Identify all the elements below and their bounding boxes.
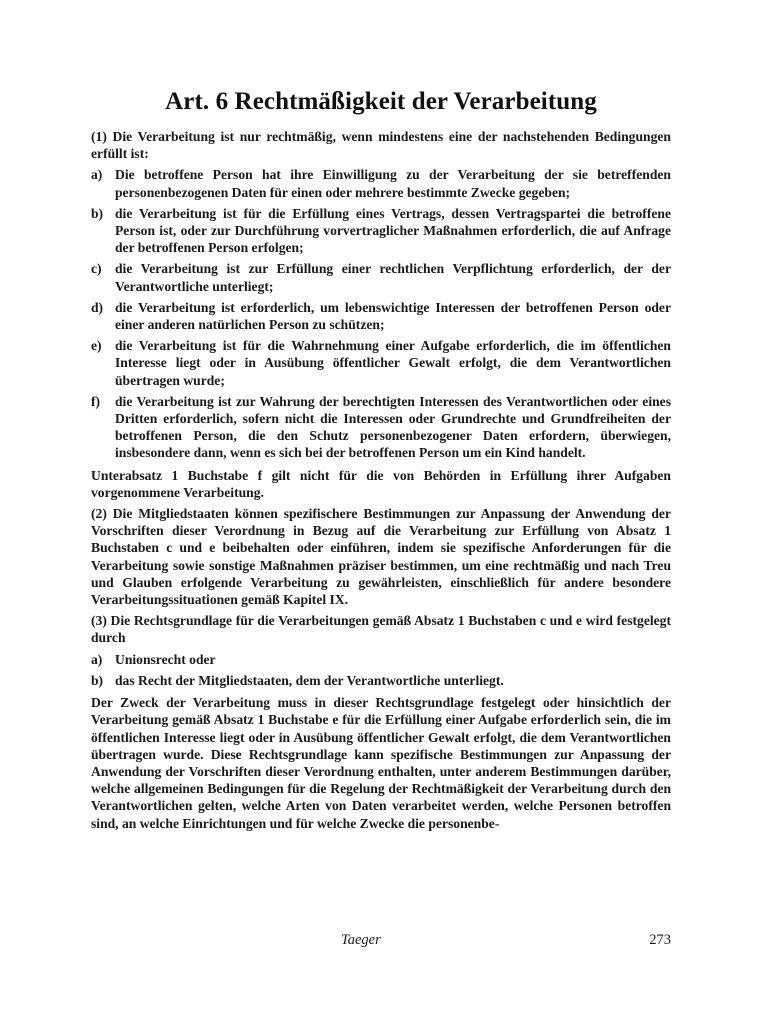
paragraph-3-intro: (3) Die Rechtsgrundlage für die Verarbeitungen gemäß Absatz 1 Buchstaben c und e wird festgelegt durch — [91, 613, 671, 646]
list-item — [91, 393, 671, 462]
list-item — [91, 651, 671, 668]
list-item — [91, 205, 671, 257]
paragraph-1-subparagraph: Unterabsatz 1 Buchstabe f gilt nicht für die von Behörden in Erfüllung ihrer Aufgaben vorgenommene Verarbeitung. — [91, 467, 671, 500]
list-item-text: die Verarbeitung ist für die Wahrnehmung einer Aufgabe erforderlich, die im öffentlichen Interesse liegt oder in Ausübung öffentlicher Gewalt erfolgt, die dem Verantwortlichen übertragen wurde; — [115, 338, 671, 388]
list-item — [91, 672, 671, 689]
list-item — [91, 299, 671, 333]
list-marker: b) — [91, 205, 104, 221]
page — [91, 88, 671, 836]
list-item-text: die Verarbeitung ist zur Wahrung der berechtigten Interessen des Verantwortlichen oder eines Dritten erforderlich, sofern nicht die Interessen oder Grundrechte und Grundfreiheiten der betroffenen Person, die den Schutz personenbezogener Daten erfordern, überwiegen, insbesondere dann, wenn es sich bei der betroffenen Person um ein Kind handelt. — [115, 393, 671, 461]
list-item — [91, 166, 671, 200]
article-title: Art. 6 Rechtmäßigkeit der Verarbeitung — [165, 88, 597, 115]
page-number: 273 — [649, 932, 671, 948]
list-marker: a) — [91, 167, 103, 183]
list-item-text: Die betroffene Person hat ihre Einwilligung zu der Verarbeitung der sie betreffenden personenbezogenen Daten für einen oder mehrere bestimmte Zwecke gegeben; — [115, 167, 671, 200]
footer-author: Taeger — [341, 932, 381, 948]
paragraph-1-intro: (1) Die Verarbeitung ist nur rechtmäßig, wenn mindestens eine der nachstehenden Bedingungen erfüllt ist: — [91, 129, 671, 162]
paragraph-2: (2) Die Mitgliedstaaten können spezifischere Bestimmungen zur Anpassung der Anwendung der Vorschriften dieser Verordnung in Bezug auf die Verarbeitung zur Erfüllung von Absatz 1 Buchstaben c und e beibehalten oder einführen, indem sie spezifische Anforderungen für die Verarbeitung sowie sonstige Maßnahmen präziser bestimmen, um eine rechtmäßig und nach Treu und Glauben erfolgende Verarbeitung zu gewährleisten, einschließlich für andere besondere Verarbeitungssituationen gemäß Kapitel IX. — [91, 506, 671, 608]
list-marker: d) — [91, 299, 104, 315]
list-marker: e) — [91, 338, 102, 354]
list-item — [91, 337, 671, 389]
list-marker: c) — [91, 261, 102, 277]
list-marker: f) — [91, 393, 101, 409]
list-item-text: die Verarbeitung ist für die Erfüllung eines Vertrags, dessen Vertragspartei die betroffene Person ist, oder zur Durchführung vorvertraglicher Maßnahmen erforderlich, die auf Anfrage der betroffenen Person erfolgen; — [115, 205, 671, 256]
article-body — [91, 128, 671, 832]
paragraph-1-list — [91, 166, 671, 461]
list-item-text: das Recht der Mitgliedstaaten, dem der Verantwortliche unterliegt. — [115, 672, 504, 688]
list-item — [91, 260, 671, 294]
paragraph-3-body: Der Zweck der Verarbeitung muss in dieser Rechtsgrundlage festgelegt oder hinsichtlich der Verarbeitung gemäß Absatz 1 Buchstabe e für die Erfüllung einer Aufgabe erforderlich sein, die im öffentlichen Interesse liegt oder in Ausübung öffentlicher Gewalt erfolgt, die dem Verantwortlichen übertragen wurde. Diese Rechtsgrundlage kann spezifische Bestimmungen zur Anpassung der Anwendung der Vorschriften dieser Verordnung enthalten, unter anderem Bestimmungen darüber, welche allgemeinen Bedingungen für die Regelung der Rechtmäßigkeit der Verarbeitung durch den Verantwortlichen gelten, welche Arten von Daten verarbeitet werden, welche Personen betroffen sind, an welche Einrichtungen und für welche Zwecke die personenbe- — [91, 695, 671, 831]
list-item-text: die Verarbeitung ist erforderlich, um lebenswichtige Interessen der betroffenen Person oder einer anderen natürlichen Person zu schützen; — [115, 299, 671, 333]
list-marker: a) — [91, 651, 103, 667]
paragraph-3-list — [91, 651, 671, 689]
list-item-text: die Verarbeitung ist zur Erfüllung einer rechtlichen Verpflichtung erforderlich, der der Verantwortliche unterliegt; — [115, 261, 671, 294]
list-item-text: Unionsrecht oder — [115, 651, 216, 667]
list-marker: b) — [91, 672, 104, 688]
